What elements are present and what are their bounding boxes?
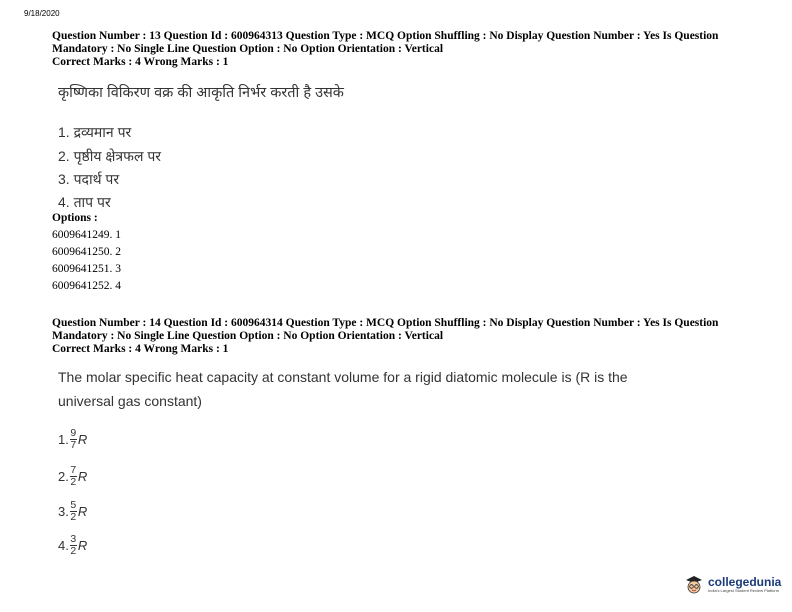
option-id: 6009641252. 4: [52, 280, 121, 292]
denominator: 2: [70, 545, 77, 557]
option-id: 6009641250. 2: [52, 246, 121, 258]
options-label: Options :: [52, 212, 98, 224]
logo-name: collegedunia: [708, 575, 782, 589]
question-meta-line: Question Number : 14 Question Id : 600964314 Question Type : MCQ Option Shuffling : No Display Question Number : Yes Is Question: [52, 317, 719, 329]
option-id: 6009641251. 3: [52, 263, 121, 275]
question-14-choice-2: [58, 466, 87, 487]
question-14-meta: [52, 317, 762, 356]
question-14-choice-3: [58, 501, 87, 522]
question-13-choice-4: 4. ताप पर: [58, 194, 111, 210]
numerator: 7: [70, 464, 77, 476]
denominator: 2: [70, 511, 77, 523]
question-14-text-line-2: universal gas constant): [58, 393, 202, 409]
question-marks: Correct Marks : 4 Wrong Marks : 1: [52, 56, 229, 68]
question-meta-line: Mandatory : No Single Line Question Option : No Option Orientation : Vertical: [52, 330, 444, 342]
print-date: 9/18/2020: [24, 9, 60, 18]
choice-number: 4.: [58, 538, 69, 553]
question-13-text: कृष्णिका विकिरण वक्र की आकृति निर्भर करती है उसके: [58, 85, 344, 101]
question-13-choice-1: 1. द्रव्यमान पर: [58, 124, 132, 140]
denominator: 7: [70, 439, 77, 451]
fraction: [70, 466, 77, 487]
choice-number: 3.: [58, 504, 69, 519]
variable: R: [77, 538, 88, 553]
choice-number: 1.: [58, 432, 69, 447]
question-14-choice-1: [58, 429, 87, 450]
logo-tagline: India's Largest Student Review Platform: [708, 588, 780, 593]
denominator: 2: [70, 476, 77, 488]
choice-number: 2.: [58, 469, 69, 484]
numerator: 5: [70, 499, 77, 511]
question-13-choice-3: 3. पदार्थ पर: [58, 171, 120, 187]
variable: R: [77, 504, 88, 519]
question-13-choice-2: 2. पृष्ठीय क्षेत्रफल पर: [58, 148, 162, 164]
collegedunia-logo: [684, 574, 781, 596]
question-meta-line: Mandatory : No Single Line Question Option : No Option Orientation : Vertical: [52, 43, 444, 55]
question-14-text-line-1: The molar specific heat capacity at constant volume for a rigid diatomic molecule is (R is the: [58, 369, 628, 385]
numerator: 3: [70, 533, 77, 545]
fraction: [70, 429, 77, 450]
variable: R: [77, 469, 88, 484]
mascot-icon: [684, 574, 704, 596]
variable: R: [77, 432, 88, 447]
fraction: [70, 501, 77, 522]
fraction: [70, 535, 77, 556]
question-marks: Correct Marks : 4 Wrong Marks : 1: [52, 343, 229, 355]
numerator: 9: [70, 427, 77, 439]
question-meta-line: Question Number : 13 Question Id : 600964313 Question Type : MCQ Option Shuffling : No Display Question Number : Yes Is Question: [52, 30, 719, 42]
option-id: 6009641249. 1: [52, 229, 121, 241]
question-13-meta: [52, 30, 762, 69]
question-14-choice-4: [58, 535, 87, 556]
